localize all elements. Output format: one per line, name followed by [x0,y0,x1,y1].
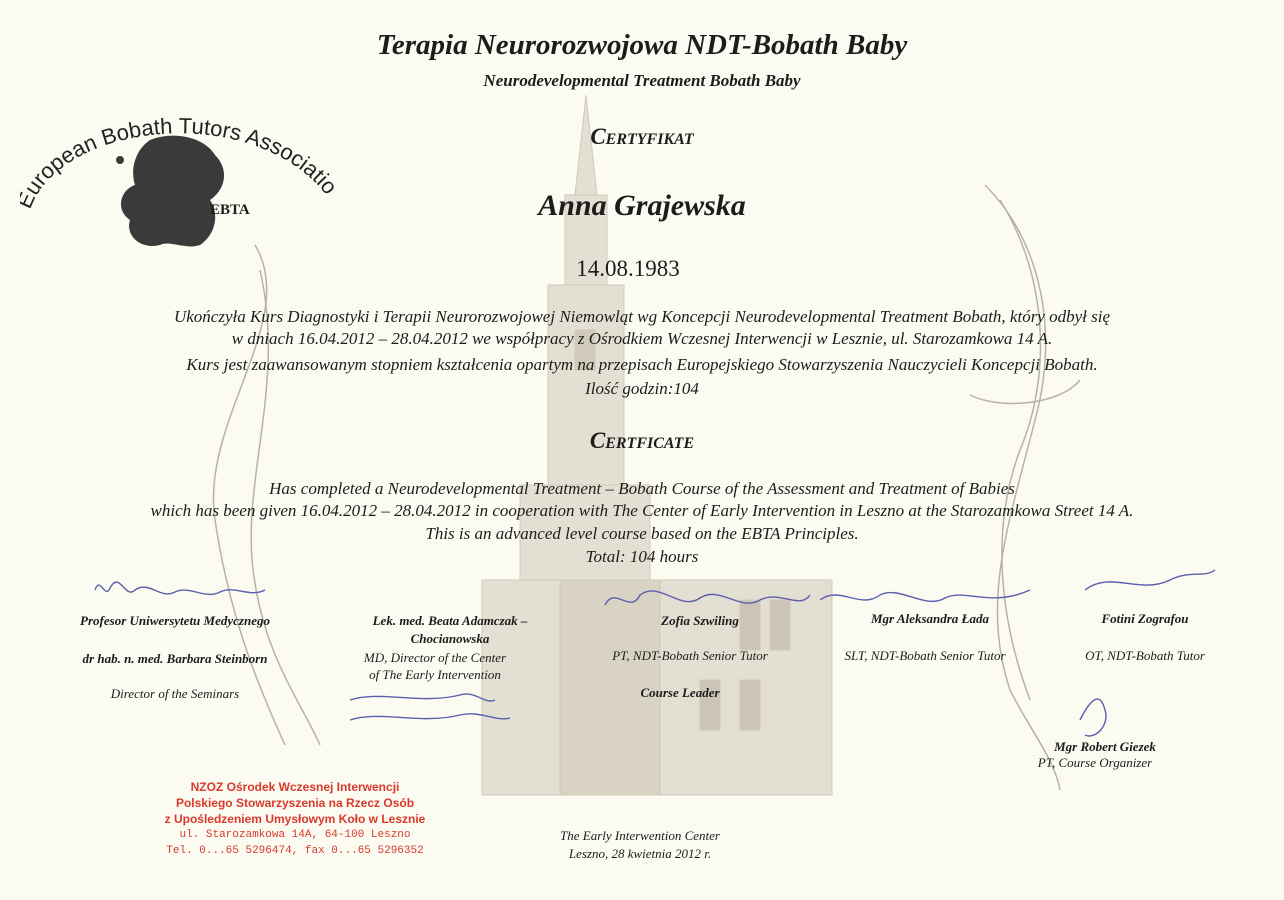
certyfikat-heading: Certyfikat [590,124,694,149]
pl-line-2: w dniach 16.04.2012 – 28.04.2012 we współpracy z Ośrodkiem Wczesnej Interwencji w Lesznie, ul. Starozamkowa 14 A. [231,329,1053,348]
s5-role: OT, NDT-Bobath Tutor [1085,648,1205,663]
en-line-3: This is an advanced level course based on the EBTA Principles. [425,524,859,543]
s3-name: Zofia Szwiling [661,613,739,628]
en-line-2: which has been given 16.04.2012 – 28.04.2012 in cooperation with The Center of Early Intervention in Leszno at the Starozamkowa Street 14 A. [150,501,1134,520]
s2-name-1: Lek. med. Beata Adamczak – [372,613,528,628]
birth-date: 14.08.1983 [576,256,680,281]
s6-name: Mgr Robert Giezek [1054,739,1156,754]
en-line-4: Total: 104 hours [585,547,699,566]
stamp-line-4: ul. Starozamkowa 14A, 64-100 Leszno [179,829,411,841]
course-title: Terapia Neurorozwojowa NDT-Bobath Baby [376,29,908,61]
footer-place-date: Leszno, 28 kwietnia 2012 r. [568,846,712,861]
s2-name-2: Chocianowska [410,631,490,646]
s6-role: PT, Course Organizer [1037,755,1153,770]
recipient-name: Anna Grajewska [538,189,746,222]
pl-line-3: Kurs jest zaawansowanym stopniem kształcenia opartym na przepisach Europejskiego Stowarzyszenia Nauczycieli Koncepcji Bobath. [186,355,1098,374]
en-line-1: Has completed a Neurodevelopmental Treatment – Bobath Course of the Assessment and Treatment of Babies [269,479,1015,498]
s5-name: Fotini Zografou [1101,611,1189,626]
s4-name: Mgr Aleksandra Łada [871,611,989,626]
stamp-line-5: Tel. 0...65 5296474, fax 0...65 5296352 [166,845,424,857]
s4-role: SLT, NDT-Bobath Senior Tutor [844,648,1006,663]
pl-line-4: Ilość godzin:104 [585,379,699,398]
course-subtitle: Neurodevelopmental Treatment Bobath Baby [483,71,801,90]
pl-line-1: Ukończyła Kurs Diagnostyki i Terapii Neurorozwojowej Niemowląt wg Koncepcji Neurodevelopmental Treatment Bobath, który odbył się [173,307,1111,326]
ebta-arc-text: uropean Bobath Tutors Associatio [20,113,343,200]
stamp-line-3: z Upośledzeniem Umysłowym Koło w Lesznie [164,812,426,826]
s2-role-1: MD, Director of the Center [363,650,507,665]
ebta-abbr: EBTA [210,202,250,218]
s3-role: PT, NDT-Bobath Senior Tutor [612,648,768,663]
s3-extra: Course Leader [640,685,720,700]
certificate-heading: Certficate [589,428,695,453]
s2-role-2: of The Early Intervention [369,667,501,682]
footer-center: The Early Interwention Center [560,828,720,843]
organization-stamp [160,779,430,859]
s1-role: Director of the Seminars [110,686,240,701]
s1-title: Profesor Uniwersytetu Medycznego [80,613,270,628]
stamp-line-1: NZOZ Ośrodek Wczesnej Interwencji [190,780,400,794]
stamp-line-2: Polskiego Stowarzyszenia na Rzecz Osób [175,796,415,810]
s1-name: dr hab. n. med. Barbara Steinborn [82,651,268,666]
